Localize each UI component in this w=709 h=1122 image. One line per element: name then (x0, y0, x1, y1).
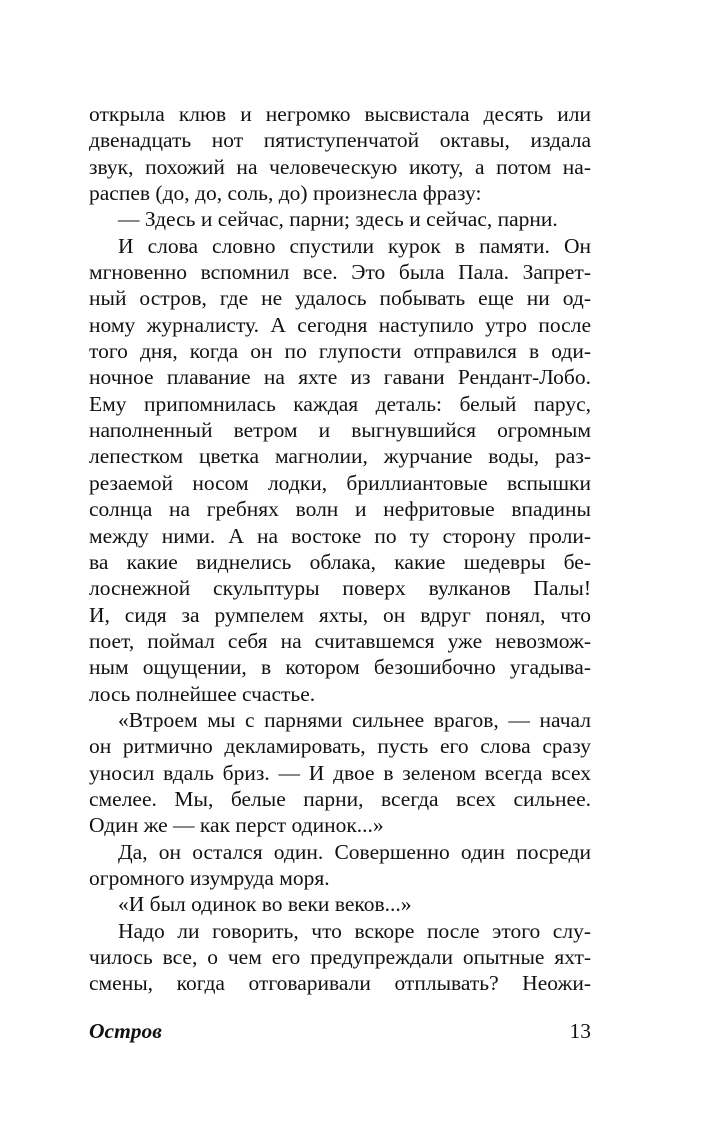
page-body (89, 101, 591, 997)
text-line: Ему припомнилась каждая деталь: белый парус, (89, 391, 591, 416)
text-line: того дня, когда он по глупости отправился в оди- (89, 339, 591, 364)
text-line: — Здесь и сейчас, парни; здесь и сейчас, парни. (118, 207, 558, 232)
text-line: наполненный ветром и выгнувшийся огромным (89, 418, 591, 443)
text-line: ва какие виднелись облака, какие шедевры бе- (89, 549, 591, 574)
text-line: «Втроем мы с парнями сильнее врагов, — начал (118, 707, 591, 732)
text-line: между ними. А на востоке по ту сторону проли- (89, 523, 591, 548)
text-line: уносил вдаль бриз. — И двое в зеленом всегда всех (89, 760, 591, 785)
text-line: лоснежной скульптуры поверх вулканов Палы! (89, 576, 591, 601)
text-line: лепестком цветка магнолии, журчание воды, раз- (89, 444, 591, 469)
text-line: ным ощущении, в котором безошибочно угадыва- (89, 655, 591, 680)
text-line: ночное плавание на яхте из гавани Рендант-Лобо. (89, 365, 591, 390)
text-line: двенадцать нот пятиступенчатой октавы, издала (89, 128, 591, 153)
text-line: открыла клюв и негромко высвистала десять или (89, 102, 591, 126)
text-line: «И был одинок во веки веков...» (118, 892, 412, 917)
text-line: смены, когда отговаривали отплывать? Неожи- (89, 971, 591, 996)
text-line: ному журналисту. А сегодня наступило утро после (89, 312, 591, 337)
text-line: Да, он остался один. Совершенно один посреди (118, 839, 591, 864)
text-line: Один же — как перст одинок...» (89, 813, 384, 838)
page-footer (89, 1016, 591, 1046)
text-line: огромного изумруда моря. (89, 865, 330, 890)
text-line: смелее. Мы, белые парни, всегда всех сильнее. (89, 786, 591, 811)
page-number: 13 (569, 1019, 591, 1043)
text-line: мгновенно вспомнил все. Это была Пала. Запрет- (89, 260, 591, 285)
text-line: распев (до, до, соль, до) произнесла фразу: (89, 181, 482, 206)
text-line: И, сидя за румпелем яхты, он вдруг понял, что (89, 602, 591, 627)
text-line: И слова словно спустили курок в памяти. Он (118, 233, 591, 258)
text-line: чилось все, о чем его предупреждали опытные яхт- (89, 945, 591, 969)
text-line: поет, поймал себя на считавшемся уже невозмож- (89, 628, 591, 653)
text-line: ный остров, где не удалось побывать еще ни од- (89, 286, 591, 311)
text-line: он ритмично декламировать, пусть его слова сразу (89, 734, 591, 759)
running-title: Остров (89, 1019, 162, 1043)
text-line: лось полнейшее счастье. (89, 681, 316, 706)
text-line: солнца на гребнях волн и нефритовые впадины (89, 497, 591, 522)
text-line: Надо ли говорить, что вскоре после этого слу- (118, 918, 591, 943)
text-line: резаемой носом лодки, бриллиантовые вспышки (89, 470, 591, 495)
text-line: звук, похожий на человеческую икоту, а потом на- (89, 154, 591, 179)
